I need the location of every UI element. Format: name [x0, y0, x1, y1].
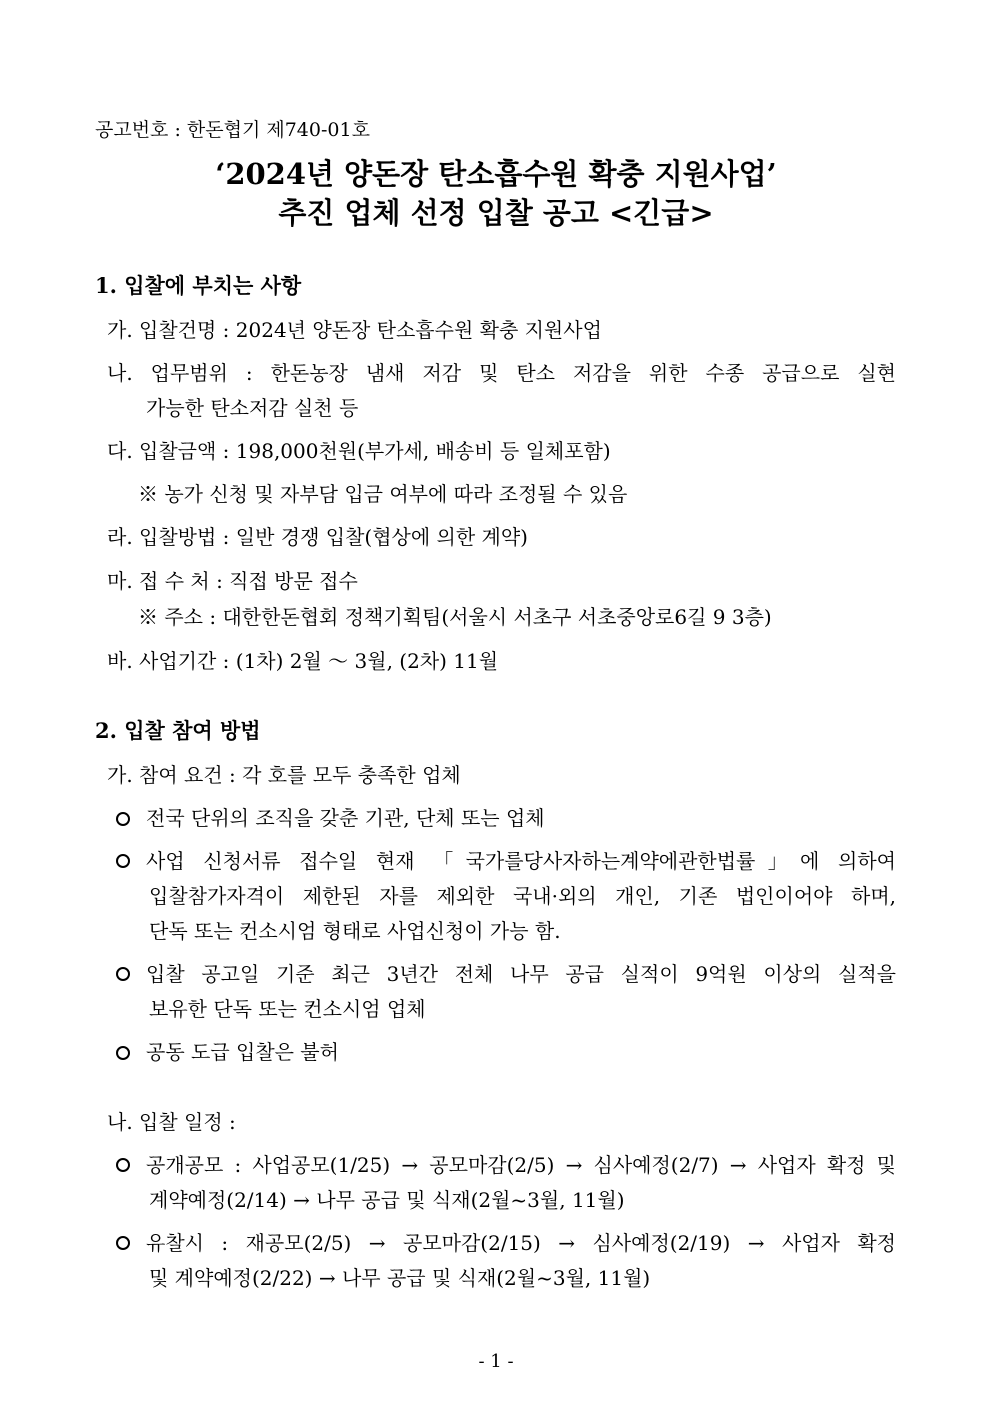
circle-bullet-icon	[116, 1236, 130, 1250]
section2-heading: 2. 입찰 참여 방법	[95, 718, 261, 743]
circle-bullet-icon	[116, 967, 130, 981]
notice-number: 공고번호 : 한돈협기 제740-01호	[95, 119, 370, 141]
schedule-2-cont: 및 계약예정(2/22) → 나무 공급 및 식재(2월~3월, 11월)	[149, 1266, 651, 1290]
section1-item-da: 다. 입찰금액 : 198,000천원(부가세, 배송비 등 일체포함)	[107, 439, 611, 463]
requirement-2-cont1: 입찰참가자격이 제한된 자를 제외한 국내·외의 개인, 기존 법인이어야 하며,	[149, 884, 896, 908]
section1-item-ra: 라. 입찰방법 : 일반 경쟁 입찰(협상에 의한 계약)	[107, 525, 528, 549]
section2-item-ga: 가. 참여 요건 : 각 호를 모두 충족한 업체	[107, 763, 461, 787]
section2-item-na: 나. 입찰 일정 :	[107, 1110, 236, 1134]
requirement-4: 공동 도급 입찰은 불허	[116, 1039, 339, 1065]
schedule-1-cont: 계약예정(2/14) → 나무 공급 및 식재(2월~3월, 11월)	[149, 1188, 625, 1212]
requirement-1: 전국 단위의 조직을 갖춘 기관, 단체 또는 업체	[116, 805, 545, 831]
requirement-3: 입찰 공고일 기준 최근 3년간 전체 나무 공급 실적이 9억원 이상의 실적을	[116, 961, 896, 987]
section1-item-ga: 가. 입찰건명 : 2024년 양돈장 탄소흡수원 확충 지원사업	[107, 318, 602, 342]
section1-item-na-cont: 가능한 탄소저감 실천 등	[146, 396, 359, 420]
document-title-line1: ‘2024년 양돈장 탄소흡수원 확충 지원사업’	[215, 157, 777, 191]
section1-item-ma-note: ※ 주소 : 대한한돈협회 정책기획팀(서울시 서초구 서초중앙로6길 9 3층)	[138, 605, 772, 629]
section1-heading: 1. 입찰에 부치는 사항	[95, 273, 302, 298]
section1-item-ba: 바. 사업기간 : (1차) 2월 ～ 3월, (2차) 11월	[107, 649, 499, 673]
circle-bullet-icon	[116, 812, 130, 826]
page-number: - 1 -	[478, 1351, 514, 1372]
circle-bullet-icon	[116, 854, 130, 868]
circle-bullet-icon	[116, 1046, 130, 1060]
requirement-2-cont2: 단독 또는 컨소시엄 형태로 사업신청이 가능 함.	[149, 919, 561, 943]
section1-item-na: 나. 업무범위 : 한돈농장 냄새 저감 및 탄소 저감을 위한 수종 공급으로 실현	[107, 361, 896, 385]
section1-item-ma: 마. 접 수 처 : 직접 방문 접수	[107, 569, 358, 593]
requirement-3-cont: 보유한 단독 또는 컨소시엄 업체	[149, 997, 426, 1021]
schedule-1: 공개공모 : 사업공모(1/25) → 공모마감(2/5) → 심사예정(2/7) → 사업자 확정 및	[116, 1152, 896, 1178]
document-title-line2: 추진 업체 선정 입찰 공고 <긴급>	[278, 196, 714, 230]
section1-item-da-note: ※ 농가 신청 및 자부담 입금 여부에 따라 조정될 수 있음	[138, 482, 628, 506]
circle-bullet-icon	[116, 1158, 130, 1172]
requirement-2: 사업 신청서류 접수일 현재 「국가를당사자하는계약에관한법률」에 의하여	[116, 848, 896, 874]
schedule-2: 유찰시 : 재공모(2/5) → 공모마감(2/15) → 심사예정(2/19) → 사업자 확정	[116, 1230, 896, 1256]
